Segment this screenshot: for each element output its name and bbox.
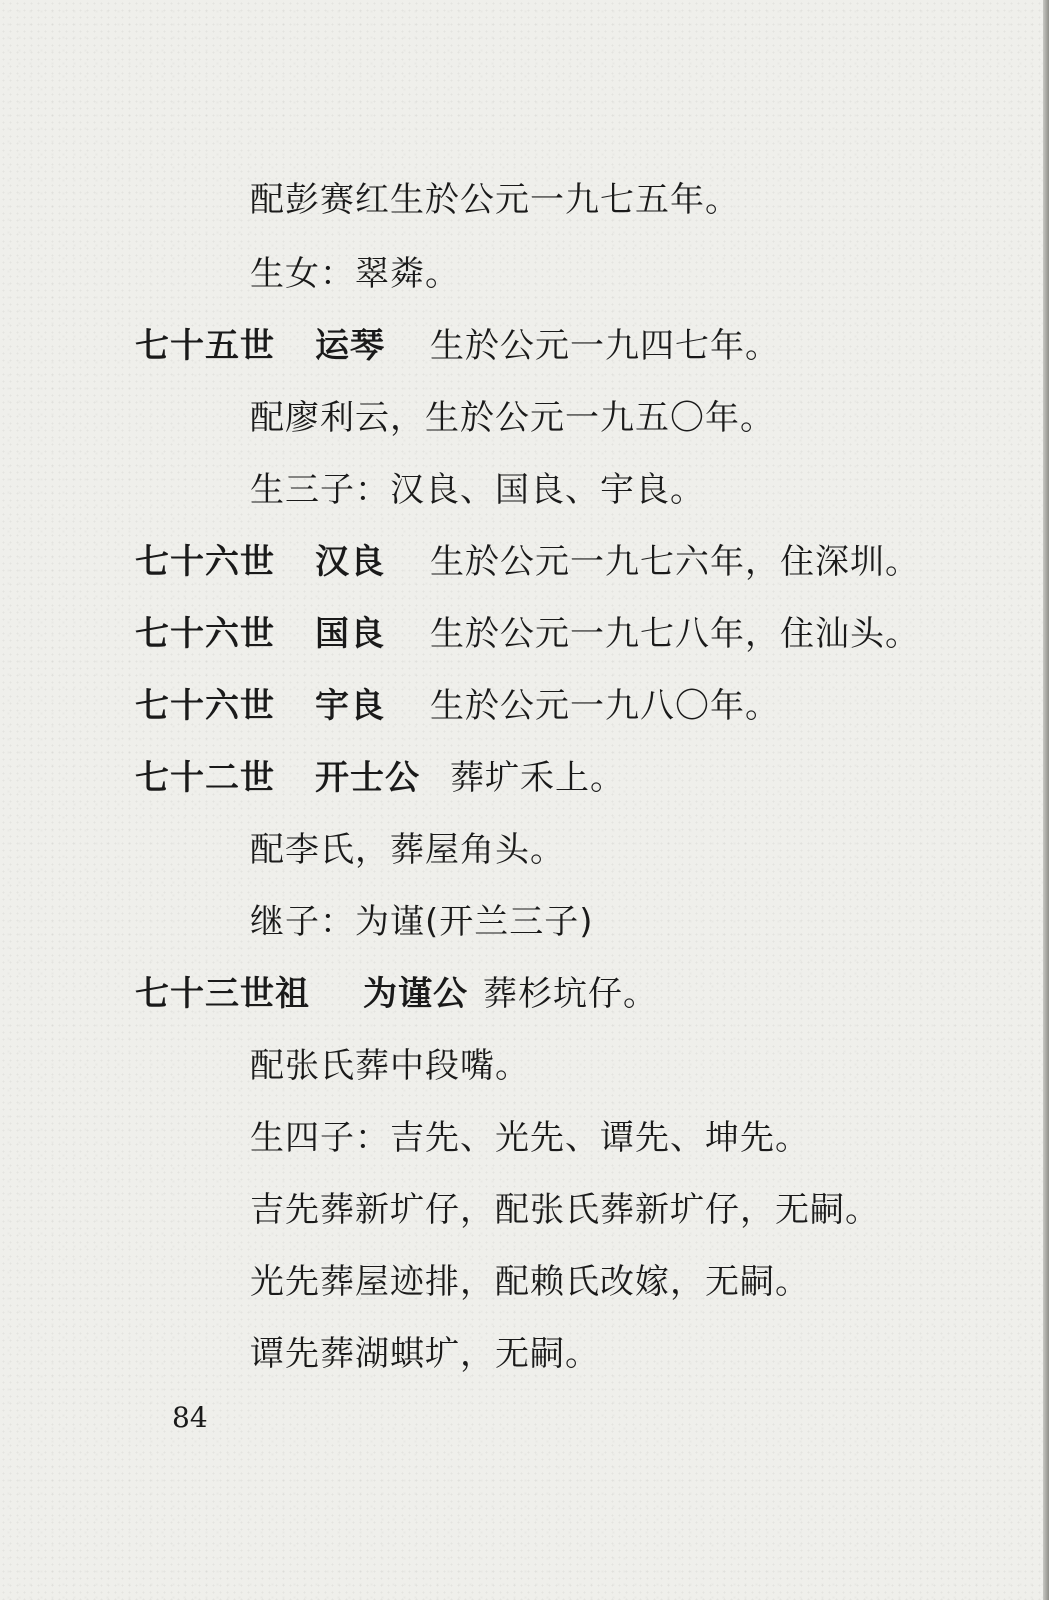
generation-label: 七十六世	[135, 614, 275, 654]
text-line: 吉先葬新圹仔，配张氏葬新圹仔，无嗣。	[250, 1190, 880, 1230]
scan-edge	[1043, 0, 1049, 1600]
genealogy-entry	[135, 542, 920, 582]
page-number: 84	[172, 1401, 208, 1434]
text-line: 生女：翠粦。	[250, 254, 460, 294]
text-line: 光先葬屋迹排，配赖氏改嫁，无嗣。	[250, 1262, 810, 1302]
text-line: 谭先葬湖蜞圹，无嗣。	[250, 1334, 600, 1374]
person-name: 开士公	[315, 758, 420, 798]
generation-label: 七十三世祖	[135, 974, 310, 1014]
person-name: 国良	[315, 614, 385, 654]
text-line: 配李氏，葬屋角头。	[250, 830, 565, 870]
person-name: 宇良	[315, 686, 385, 726]
entry-description: 葬圹禾上。	[450, 758, 625, 798]
genealogy-entry	[135, 326, 780, 366]
entry-description: 生於公元一九四七年。	[430, 326, 780, 366]
entry-description: 葬杉坑仔。	[483, 974, 658, 1014]
text-line: 配张氏葬中段嘴。	[250, 1046, 530, 1086]
text-line: 生四子：吉先、光先、谭先、坤先。	[250, 1118, 810, 1158]
generation-label: 七十六世	[135, 686, 275, 726]
genealogy-entry	[135, 686, 780, 726]
entry-description: 生於公元一九八〇年。	[430, 686, 780, 726]
person-name: 汉良	[315, 542, 385, 582]
text-line: 生三子：汉良、国良、宇良。	[250, 470, 705, 510]
genealogy-entry	[135, 614, 920, 654]
generation-label: 七十六世	[135, 542, 275, 582]
entry-description: 生於公元一九七六年，住深圳。	[430, 542, 920, 582]
generation-label: 七十五世	[135, 326, 275, 366]
genealogy-entry	[135, 758, 625, 798]
text-line: 配廖利云，生於公元一九五〇年。	[250, 398, 775, 438]
person-name: 为谨公	[363, 974, 468, 1014]
genealogy-entry	[135, 974, 658, 1014]
generation-label: 七十二世	[135, 758, 275, 798]
entry-description: 生於公元一九七八年，住汕头。	[430, 614, 920, 654]
text-line: 继子：为谨(开兰三子)	[250, 902, 594, 942]
person-name: 运琴	[315, 326, 385, 366]
text-line: 配彭赛红生於公元一九七五年。	[250, 180, 740, 220]
